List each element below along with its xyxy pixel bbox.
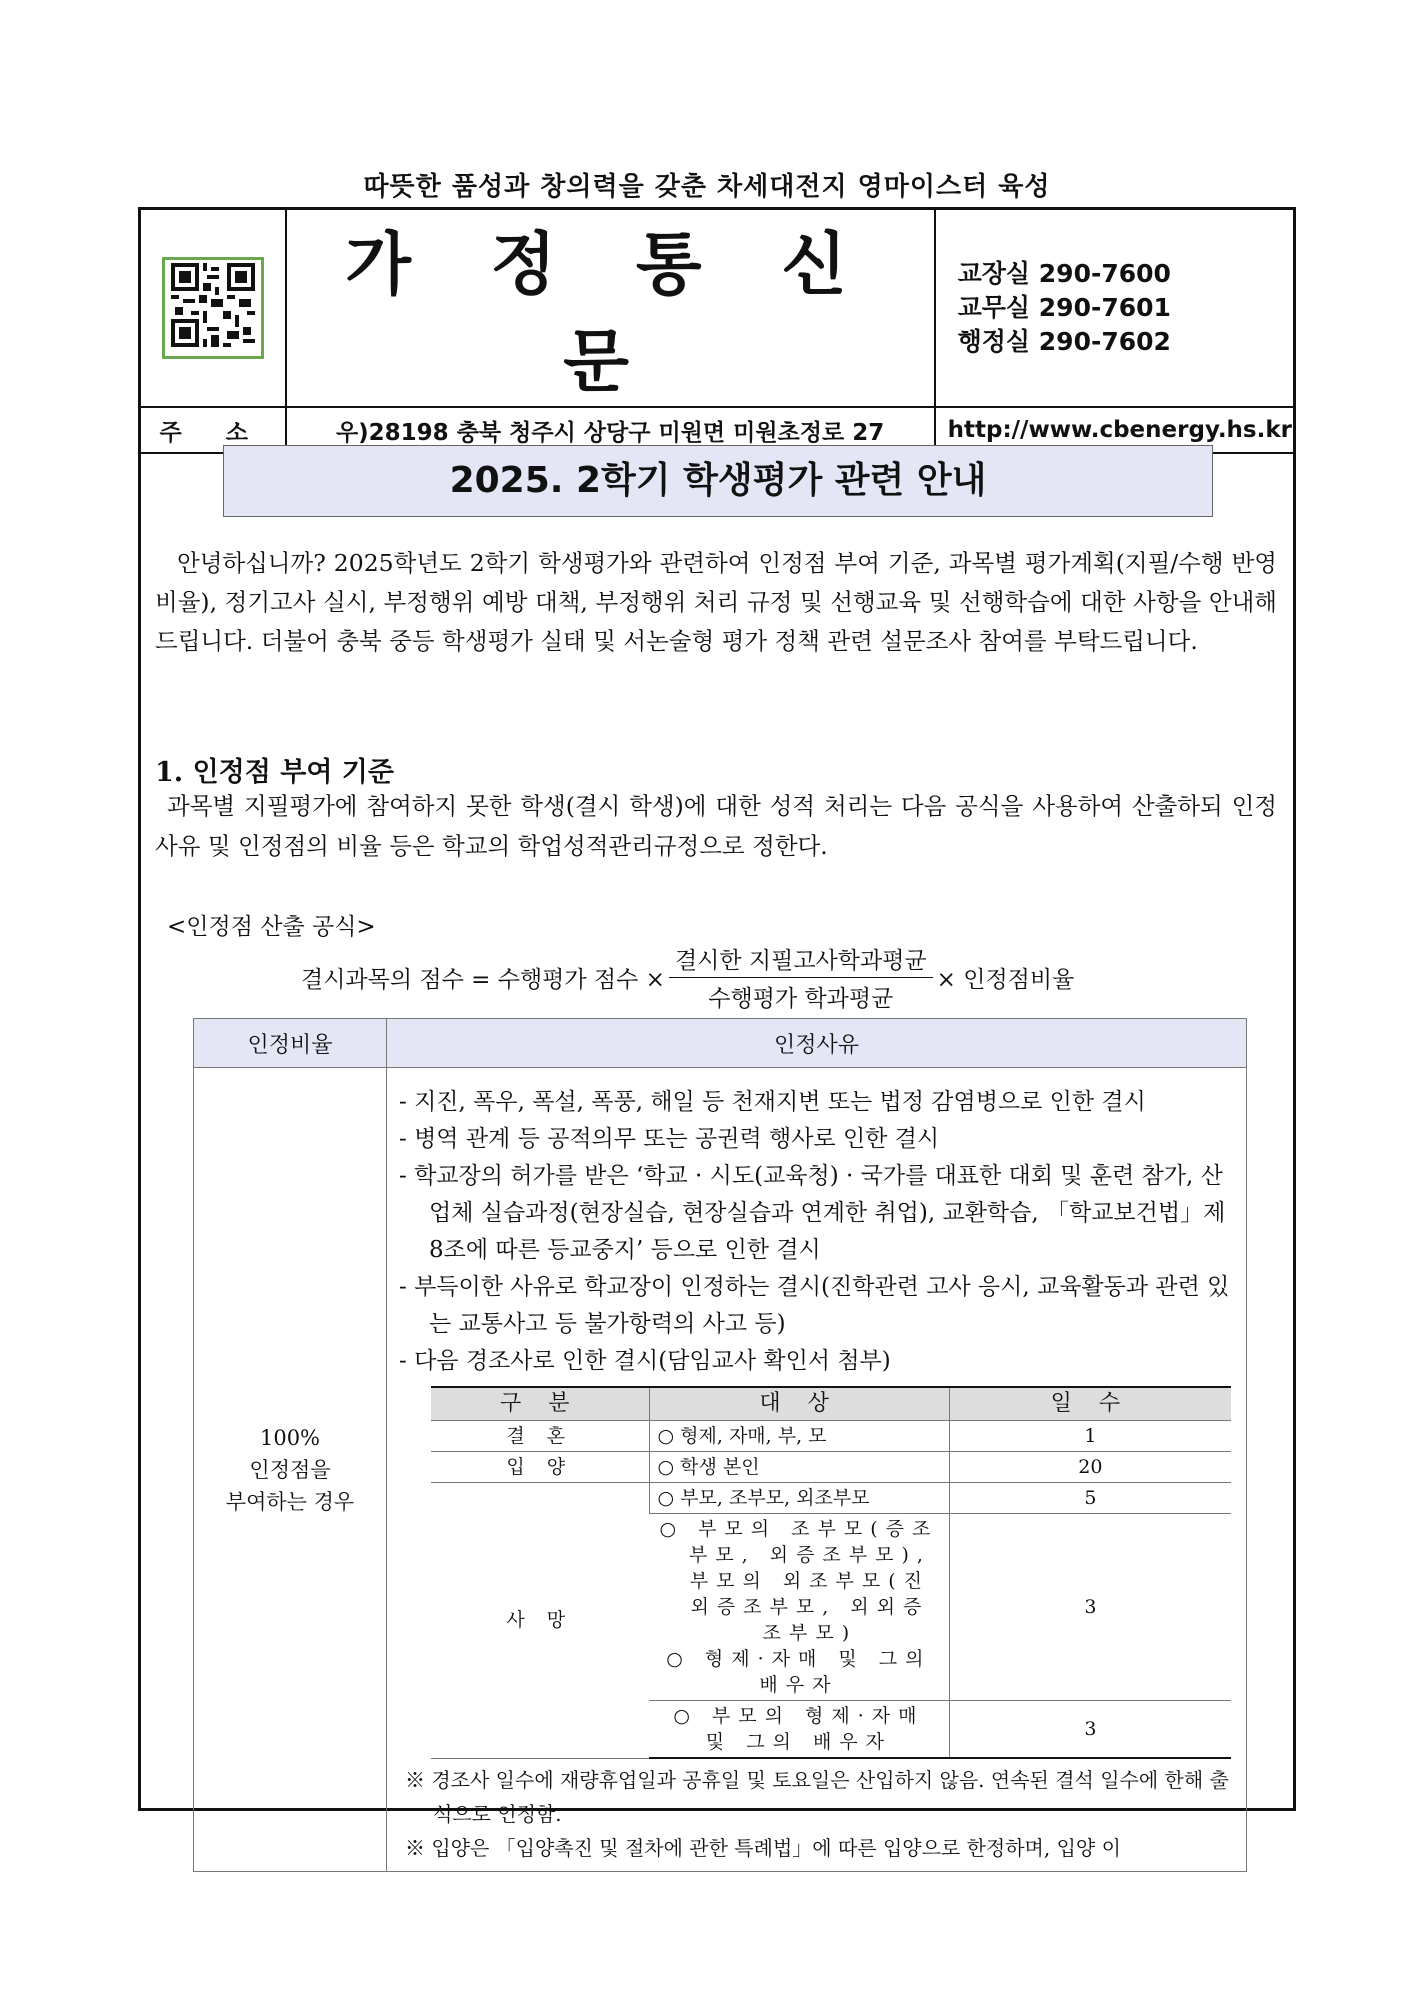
row-days: 3 [949,1514,1231,1701]
phone-admin: 행정실 290-7602 [957,327,1171,356]
row-category: 입 양 [431,1452,649,1483]
ratio-percent: 100% [259,1425,321,1450]
address-label: 주 소 [141,407,286,453]
newsletter-title: 가 정 통 신 문 [286,210,935,407]
qr-code-cell [141,210,286,407]
note-item: ※ 입양은 「입양촉진 및 절차에 관한 특례법」에 따른 입양으로 한정하며, 입양 이 [405,1836,1121,1860]
row-target [649,1514,949,1701]
reason-item: - 부득이한 사유로 학교장이 인정하는 결시(진학관련 고사 응시, 교육활동과 관련 있는 교통사고 등 불가항력의 사고 등) [399,1274,1230,1337]
formula-denominator: 수행평가 학과평균 [708,985,894,1012]
intro-paragraph: 안녕하십니까? 2025학년도 2학기 학생평가와 관련하여 인정점 부여 기준, 과목별 평가계획(지필/수행 반영 비율), 정기고사 실시, 부정행위 예방 대책, 부정행위 처리 규정 및 선행교육 및 선행학습에 대한 사항을 안내해드립니다. 더불어 충북 중등 학생평가 실태 및 서논술형 평가 정책 관련 설문조사 참여를 부탁드립니다. [155,549,1277,655]
address-value: 우)28198 충북 청주시 상당구 미원면 미원초정로 27 [286,407,935,453]
school-url-link[interactable]: http://www.cbenergy.hs.kr [935,407,1293,453]
formula-fraction [669,942,933,1013]
row-days: 3 [949,1701,1231,1759]
reason-item: - 지진, 폭우, 폭설, 폭풍, 해일 등 천재지변 또는 법정 감염병으로 인한 결시 [399,1089,1146,1115]
row-target: ○ 부모의 형제·자매 및 그의 배우자 [649,1701,949,1759]
qr-code-icon[interactable] [162,257,264,359]
table-row [431,1452,1231,1483]
ratio-line-2: 인정점을 [249,1457,331,1482]
sub-col-category: 구 분 [431,1387,649,1421]
row-target: ○ 학생 본인 [649,1452,949,1483]
formula [301,942,1074,1012]
note-item: ※ 경조사 일수에 재량휴업일과 공휴일 및 토요일은 산입하지 않음. 연속된 결석 일수에 한해 출석으로 인정함. [405,1768,1229,1826]
formula-rhs: × 인정점비율 [936,966,1075,993]
sub-col-days: 일 수 [949,1387,1231,1421]
newsletter-frame [138,207,1296,1860]
reason-item: - 다음 경조사로 인한 결시(담임교사 확인서 첨부) [399,1348,891,1374]
school-motto: 따뜻한 품성과 창의력을 갖춘 차세대전지 영마이스터 육성 [363,172,1051,202]
table-row [431,1421,1231,1452]
row-category: 결 혼 [431,1421,649,1452]
formula-label: <인정점 산출 공식> [167,914,376,940]
row-days: 1 [949,1421,1231,1452]
row-target: ○ 형제, 자매, 부, 모 [649,1421,949,1452]
phone-academic: 교무실 290-7601 [957,293,1171,322]
reasons-cell [387,1068,1247,1872]
phone-list [935,210,1293,407]
phone-principal: 교장실 290-7600 [957,259,1171,288]
family-event-table [431,1386,1231,1759]
row-category: 사 망 [431,1483,649,1759]
formula-numerator: 결시한 지필고사학과평균 [669,942,933,978]
reason-item: - 병역 관계 등 공적의무 또는 공권력 행사로 인한 결시 [399,1126,940,1152]
section-1-body: 과목별 지필평가에 참여하지 못한 학생(결시 학생)에 대한 성적 처리는 다음 공식을 사용하여 산출하되 인정 사유 및 인정점의 비율 등은 학교의 학업성적관리규정으로 정한다. [155,792,1277,860]
header-table [141,210,1293,454]
recognition-table [193,1018,1247,1872]
row-days: 20 [949,1452,1231,1483]
col-ratio-header: 인정비율 [194,1019,387,1068]
ratio-line-3: 부여하는 경우 [225,1489,355,1514]
section-1-title: 1. 인정점 부여 기준 [155,757,394,788]
row-target-line: ○ 형제·자매 및 그의 배우자 [666,1648,932,1696]
formula-lhs: 결시과목의 점수 = 수행평가 점수 × [301,966,665,993]
ratio-cell [194,1068,387,1872]
notice-title: 2025. 2학기 학생평가 관련 안내 [223,445,1213,517]
col-reason-header: 인정사유 [387,1019,1247,1068]
row-days: 5 [949,1483,1231,1514]
row-target: ○ 부모, 조부모, 외조부모 [649,1483,949,1514]
row-target-line: ○ 부모의 조부모(증조부모, 외증조부모), 부모의 외조부모(진외증조부모, 외외증조부모) [659,1518,939,1644]
table-row [431,1483,1231,1514]
sub-col-target: 대 상 [649,1387,949,1421]
reason-item: - 학교장의 허가를 받은 ‘학교 · 시도(교육청) · 국가를 대표한 대회 및 훈련 참가, 산업체 실습과정(현장실습, 현장실습과 연계한 취업), 교환학습, 「학교보건법」제8조에 따른 등교중지’ 등으로 인한 결시 [399,1163,1226,1263]
